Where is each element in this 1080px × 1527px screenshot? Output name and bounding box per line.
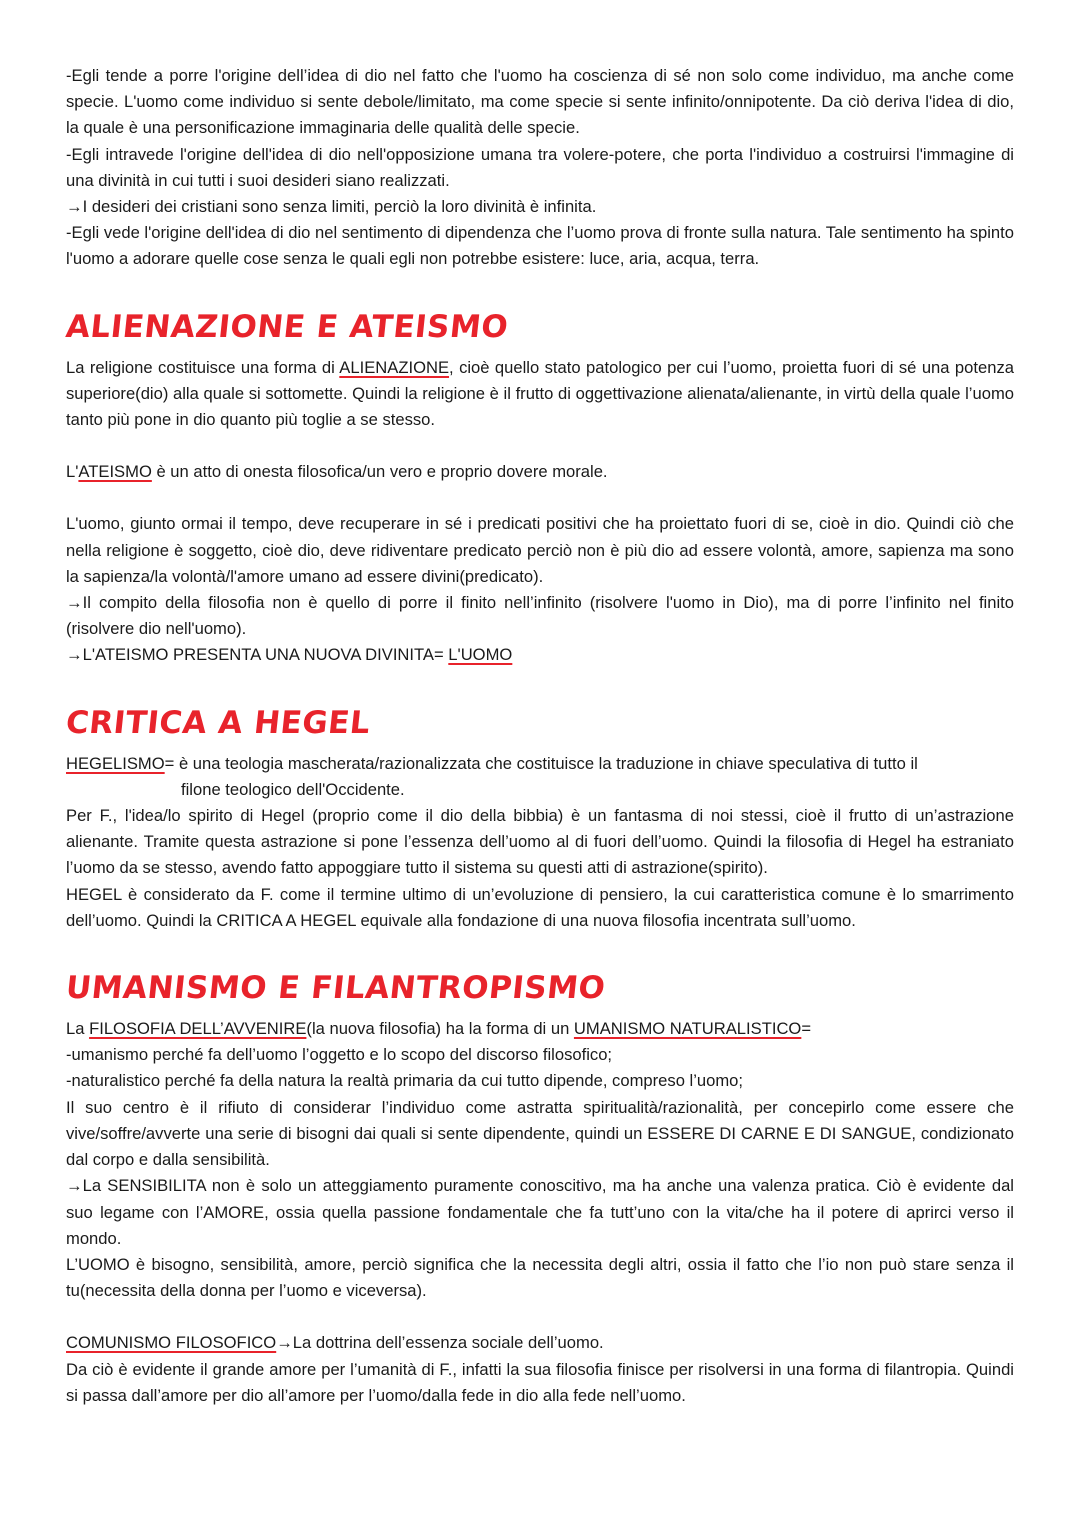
alienazione-paragraph-4: →Il compito della filosofia non è quello di porre il finito nell’infinito (risolvere l'uomo in Dio), ma di porre l’infinito nel finito (risolvere dio nell'uomo). (66, 593, 1014, 639)
text-run: (la nuova filosofia) ha la forma di un (306, 1019, 574, 1039)
intro-paragraph-4: -Egli vede l'origine dell'idea di dio nel sentimento di dipendenza che l’uomo prova di fronte sulla natura. Tale sentimento ha spinto l'uomo a adorare quelle cose senza le quali egli non potrebbe esistere: luce, aria, acqua, terra. (66, 223, 1014, 269)
hegelismo-definition (66, 751, 1014, 777)
text-run: è un atto di onesta filosofica/un vero e proprio dovere morale. (151, 462, 608, 482)
critica-section (66, 703, 1014, 934)
underlined-term-umanismo-naturalistico: UMANISMO NATURALISTICO (573, 1019, 802, 1039)
underlined-term-ateismo: ATEISMO (78, 462, 152, 482)
critica-paragraph-2: Per F., l'idea/lo spirito di Hegel (proprio come il dio della bibbia) è un fantasma di noi stessi, cioè il frutto di un’astrazione alienante. Tramite questa astrazione si pone l’essenza dell’uomo al di fuori dell’uomo. Quindi la filosofia di Hegel ha estraniato l’uomo da se stesso, avendo fatto appoggiare tutto il sistema su questi atti di astrazione(spirito). (66, 806, 1014, 878)
underlined-term-luomo: L'UOMO (448, 645, 513, 665)
section-heading-critica: CRITICA A HEGEL (64, 704, 373, 741)
intro-paragraph-3: →I desideri dei cristiani sono senza limiti, perciò la loro divinità è infinita. (66, 197, 597, 217)
alienazione-section (66, 307, 1014, 669)
umanismo-paragraph-8: Da ciò è evidente il grande amore per l’umanità di F., infatti la sua filosofia finisce per risolversi in una forma di filantropia. Quindi si passa dall’amore per dio all’amore per l’uomo/dalla fede in dio alla fede nell’uomo. (66, 1359, 1014, 1405)
spacer (66, 485, 1014, 511)
umanismo-paragraph-2: -umanismo perché fa dell’uomo l’oggetto e lo scopo del discorso filosofico; (66, 1045, 613, 1065)
underlined-term-comunismo-filosofico: COMUNISMO FILOSOFICO (66, 1333, 277, 1353)
spacer (66, 433, 1014, 459)
text-run: →La dottrina dell’essenza sociale dell’uomo. (276, 1333, 604, 1353)
text-run: , cioè quello stato patologico per cui l’uomo, proietta fuori di sé una potenza superiore(dio) alla quale si sottomette. Quindi la religione è il frutto di oggettivazione alienata/alienante, in virtù della quale l’uomo tanto più pone in dio quanto più toglie a se stesso. (66, 357, 1014, 430)
critica-paragraph-3: HEGEL è considerato da F. come il termine ultimo di un’evoluzione di pensiero, la cui caratteristica comune è lo smarrimento dell’uomo. Quindi la CRITICA A HEGEL equivale alla fondazione di una nuova filosofia incentrata sull’uomo. (66, 884, 1014, 930)
underlined-term-hegelismo: HEGELISMO (66, 753, 165, 773)
underlined-term-filosofia-avvenire: FILOSOFIA DELL’AVVENIRE (89, 1019, 307, 1039)
umanismo-paragraph-4: Il suo centro è il rifiuto di considerar l’individuo come astratta spiritualità/razionalità, per concepirlo come essere che vive/soffre/avverte una serie di bisogni dai quali si sente dipendente, quindi un ESSERE DI CARNE E DI SANGUE, condizionato dal corpo e dalla sensibilità. (66, 1097, 1014, 1170)
text-run: L' (66, 462, 79, 482)
text-run: La (66, 1019, 90, 1039)
umanismo-paragraph-1 (66, 1016, 1014, 1042)
intro-section (66, 63, 1014, 273)
umanismo-paragraph-3: -naturalistico perché fa della natura la realtà primaria da cui tutto dipende, compreso l’uomo; (66, 1071, 744, 1091)
alienazione-paragraph-3: L'uomo, giunto ormai il tempo, deve recuperare in sé i predicati positivi che ha proiettato fuori di se, cioè in dio. Quindi ciò che nella religione è soggetto, cioè dio, deve ridiventare predicato perciò non è più dio ad essere volontà, amore, sapienza ma sono la sapienza/la volontà/l'amore umano ad essere divini(predicato). (66, 514, 1014, 586)
umanismo-paragraph-6: L’UOMO è bisogno, sensibilità, amore, perciò significa che la necessita degli altri, ossia il fatto che l’io non può stare senza il tu(necessita della donna per l’uomo e viceversa). (66, 1254, 1014, 1301)
text-run: La religione costituisce una forma di (66, 357, 340, 377)
intro-paragraph-1: -Egli tende a porre l'origine dell’idea di dio nel fatto che l'uomo ha coscienza di sé non solo come individuo, ma anche come specie. L'uomo come individuo si sente debole/limitato, ma come specie si sente infinito/onnipotente. Da ciò deriva l'idea di dio, la quale è una personificazione immaginaria delle qualità delle specie. (66, 66, 1014, 138)
spacer (66, 1304, 1014, 1330)
umanismo-paragraph-5: →La SENSIBILITA non è solo un atteggiamento puramente conoscitivo, ma ha anche una valenza pratica. Ciò è evidente dal suo legame con l’AMORE, ossia quella passione fondamentale che fa tutt’uno con la vita/che ha il potere di aprirci verso il mondo. (66, 1176, 1014, 1248)
hegelismo-definition-continued: filone teologico dell'Occidente. (181, 779, 405, 799)
section-heading-umanismo: UMANISMO E FILANTROPISMO (64, 970, 608, 1007)
hegelismo-definition-text: = è una teologia mascherata/razionalizzata che costituisce la traduzione in chiave speculativa di tutto il (164, 753, 918, 773)
alienazione-paragraph-2 (66, 459, 1014, 485)
umanismo-section (66, 968, 1014, 1409)
alienazione-paragraph-1 (66, 355, 1014, 434)
text-run: = (801, 1019, 812, 1039)
text-run: →L'ATEISMO PRESENTA UNA NUOVA DIVINITA= (66, 645, 449, 665)
underlined-term-alienazione: ALIENAZIONE (339, 357, 450, 377)
section-heading-alienazione: ALIENAZIONE E ATEISMO (64, 308, 511, 345)
intro-paragraph-2: -Egli intravede l'origine dell'idea di dio nell'opposizione umana tra volere-potere, che porta l'individuo a costruirsi l'immagine di una divinità in cui tutti i suoi desideri siano realizzati. (66, 144, 1014, 190)
alienazione-paragraph-5 (66, 642, 1014, 668)
umanismo-paragraph-7 (66, 1330, 1014, 1356)
